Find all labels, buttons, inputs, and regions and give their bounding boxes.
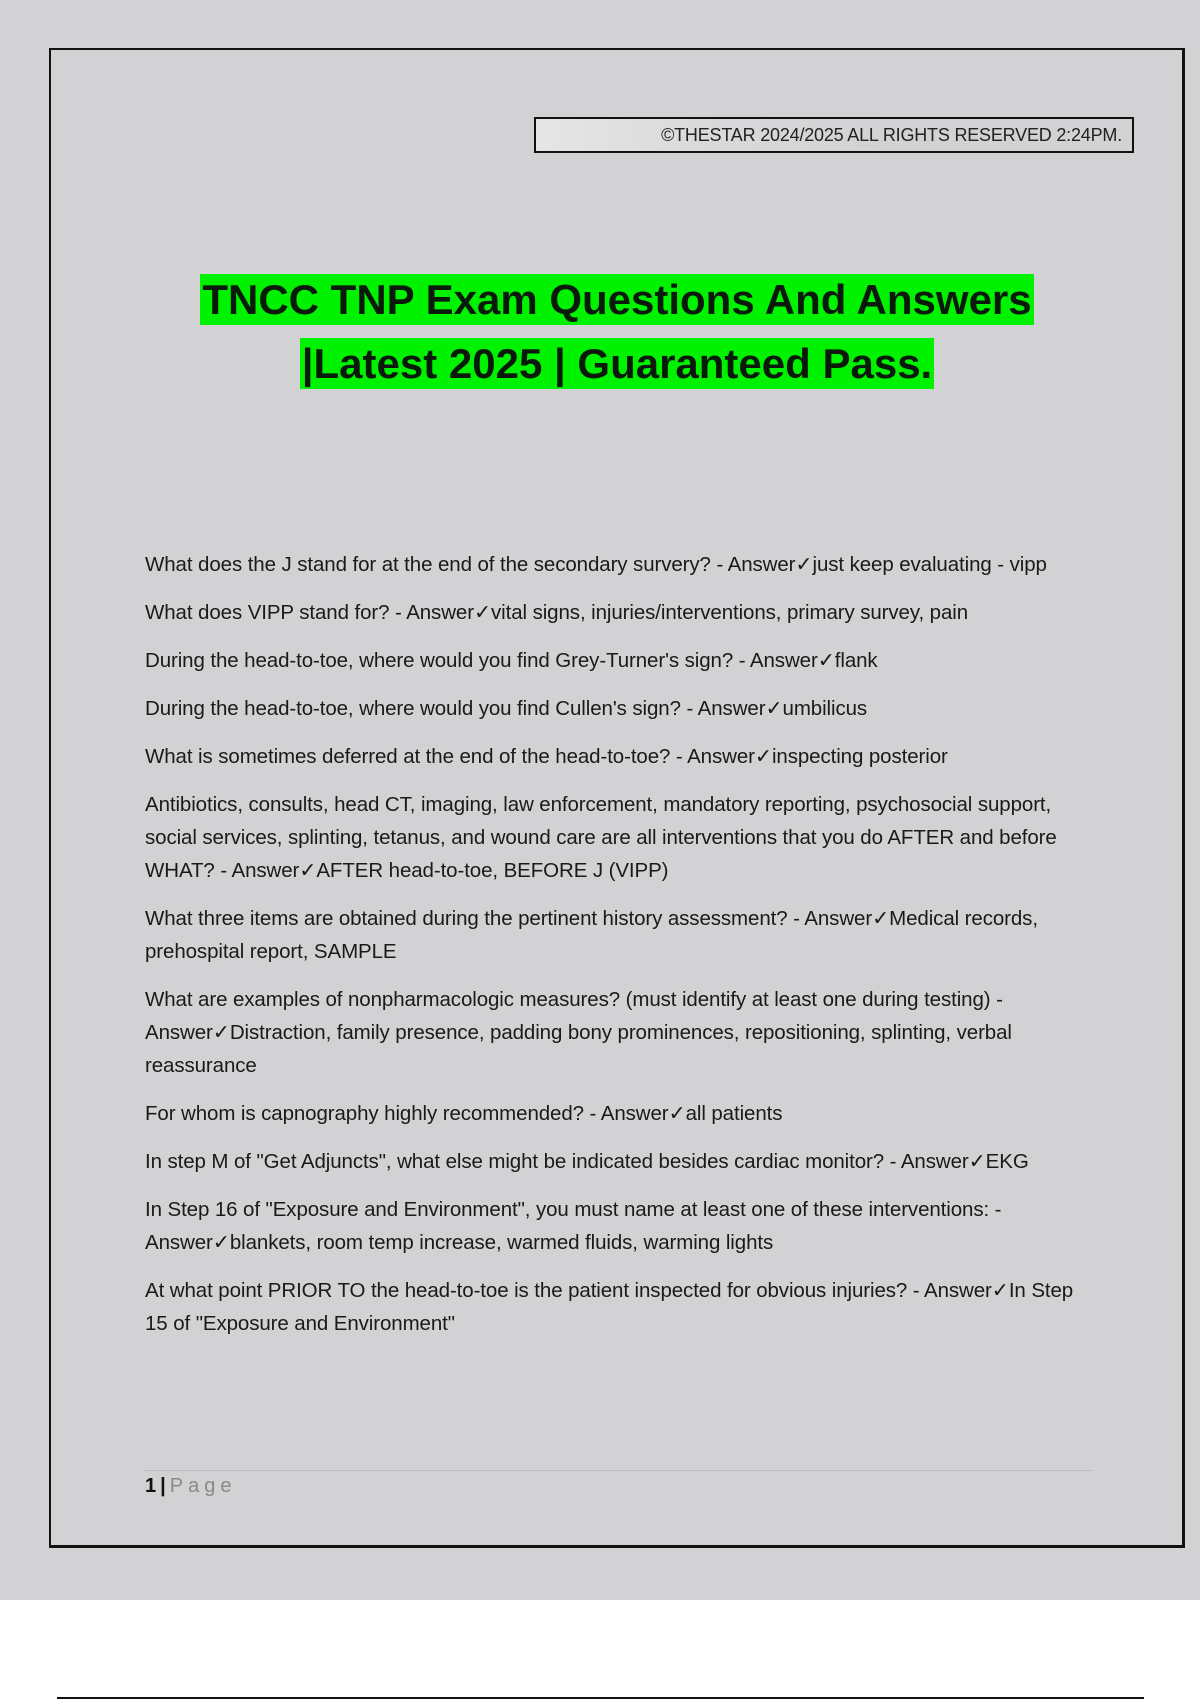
- answer-text: all patients: [685, 1102, 783, 1125]
- answer-text: In Step 15 of "Exposure and Environment": [145, 1279, 1074, 1335]
- checkmark-icon: ✓: [765, 697, 783, 720]
- title-line-1: TNCC TNP Exam Questions And Answers: [202, 276, 1032, 323]
- checkmark-icon: ✓: [991, 1279, 1009, 1302]
- checkmark-icon: ✓: [754, 745, 772, 768]
- answer-text: vital signs, injuries/interventions, primary survey, pain: [491, 601, 969, 624]
- checkmark-icon: ✓: [212, 1231, 230, 1254]
- question-text: What is sometimes deferred at the end of the head-to-toe? - Answer: [145, 745, 755, 768]
- qa-item: [145, 1193, 1095, 1259]
- qa-list: [145, 548, 1095, 1355]
- next-page-divider: [57, 1697, 1144, 1699]
- title-line-2: |Latest 2025 | Guaranteed Pass.: [301, 340, 933, 387]
- qa-item: [145, 548, 1095, 581]
- copyright-text: ©THESTAR 2024/2025 ALL RIGHTS RESERVED 2:24PM.: [661, 125, 1122, 145]
- checkmark-icon: ✓: [968, 1150, 986, 1173]
- answer-text: Distraction, family presence, padding bony prominences, repositioning, splinting, verbal reassurance: [145, 1021, 1012, 1077]
- answer-text: umbilicus: [782, 697, 868, 720]
- checkmark-icon: ✓: [817, 649, 835, 672]
- question-text: In step M of "Get Adjuncts", what else might be indicated besides cardiac monitor? - Answer: [145, 1150, 969, 1173]
- checkmark-icon: ✓: [212, 1021, 230, 1044]
- answer-text: AFTER head-to-toe, BEFORE J (VIPP): [316, 859, 669, 882]
- page-title: [49, 268, 1185, 396]
- question-text: What three items are obtained during the pertinent history assessment? - Answer: [145, 907, 873, 930]
- qa-item: [145, 902, 1095, 968]
- question-text: What are examples of nonpharmacologic measures? (must identify at least one during testing) - Answer: [145, 988, 1003, 1044]
- checkmark-icon: ✓: [299, 859, 317, 882]
- question-text: Antibiotics, consults, head CT, imaging, law enforcement, mandatory reporting, psychosocial support, social services, splinting, tetanus, and wound care are all interventions that you do AFTER and before WHAT? - Answer: [145, 793, 1057, 882]
- question-text: At what point PRIOR TO the head-to-toe is the patient inspected for obvious injuries? - Answer: [145, 1279, 992, 1302]
- qa-item: [145, 1097, 1095, 1130]
- qa-item: [145, 644, 1095, 677]
- question-text: During the head-to-toe, where would you find Cullen's sign? - Answer: [145, 697, 766, 720]
- checkmark-icon: ✓: [795, 553, 813, 576]
- question-text: What does VIPP stand for? - Answer: [145, 601, 474, 624]
- checkmark-icon: ✓: [872, 907, 890, 930]
- page-footer: [145, 1473, 236, 1499]
- answer-text: inspecting posterior: [771, 745, 948, 768]
- question-text: In Step 16 of "Exposure and Environment", you must name at least one of these interventions: - Answer: [145, 1198, 1002, 1254]
- copyright-notice: [534, 117, 1134, 153]
- question-text: For whom is capnography highly recommended? - Answer: [145, 1102, 669, 1125]
- question-text: During the head-to-toe, where would you find Grey-Turner's sign? - Answer: [145, 649, 818, 672]
- qa-item: [145, 1145, 1095, 1178]
- qa-item: [145, 740, 1095, 773]
- qa-item: [145, 983, 1095, 1082]
- checkmark-icon: ✓: [668, 1102, 686, 1125]
- footer-divider: [145, 1470, 1093, 1471]
- page-separator: |: [160, 1475, 166, 1497]
- qa-item: [145, 692, 1095, 725]
- answer-text: Medical records, prehospital report, SAMPLE: [145, 907, 1038, 963]
- page-number: 1: [145, 1475, 157, 1497]
- question-text: What does the J stand for at the end of the secondary survery? - Answer: [145, 553, 796, 576]
- qa-item: [145, 1274, 1095, 1340]
- page-label: Page: [169, 1475, 237, 1497]
- answer-text: just keep evaluating - vipp: [812, 553, 1047, 576]
- answer-text: EKG: [985, 1150, 1029, 1173]
- checkmark-icon: ✓: [473, 601, 492, 624]
- qa-item: [145, 596, 1095, 629]
- answer-text: blankets, room temp increase, warmed fluids, warming lights: [229, 1231, 774, 1254]
- qa-item: [145, 788, 1095, 887]
- answer-text: flank: [834, 649, 878, 672]
